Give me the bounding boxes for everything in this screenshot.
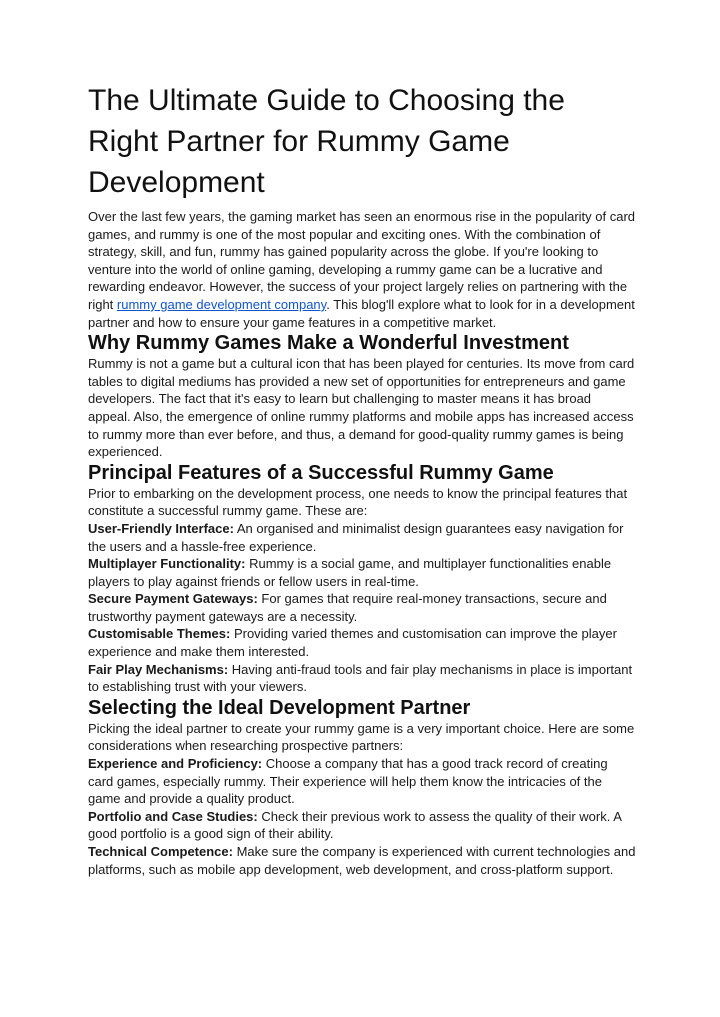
feature-item [88,555,636,590]
consideration-item [88,843,636,878]
rummy-development-company-link[interactable]: rummy game development company [116,296,327,312]
consideration-text: Check their previous work to assess the quality of their work. A good portfolio is a good sign of their ability. [88,808,622,842]
consideration-item [88,808,636,843]
intro-text-after-link: . This blog'll explore what to look for in a development partner and how to ensure your game features in a competitive market. [88,296,635,330]
consideration-item [88,755,636,808]
consideration-text: Make sure the company is experienced with current technologies and platforms, such as mobile app development, web development, and cross-platform support. [88,844,636,877]
consideration-term: Portfolio and Case Studies: [88,808,258,824]
section-heading-features: Principal Features of a Successful Rummy Game [88,461,554,484]
document-title: The Ultimate Guide to Choosing the Right Partner for Rummy Game Development [88,84,565,199]
feature-text: For games that require real-money transactions, secure and trustworthy payment gateways are a necessity. [88,591,607,624]
feature-item [88,520,636,555]
consideration-text: Choose a company that has a good track record of creating card games, especially rummy. Their experience will help them know the intricacies of the game and provide a quality product. [88,756,608,807]
section-heading-investment: Why Rummy Games Make a Wonderful Investment [88,332,569,355]
feature-text: Providing varied themes and customisation can improve the player experience and make them interested. [88,626,617,660]
feature-text: Having anti-fraud tools and fair play mechanisms in place is important to establishing trust with your viewers. [88,661,633,695]
feature-term: Customisable Themes: [88,626,231,642]
section-heading-partner: Selecting the Ideal Development Partner [88,696,471,719]
intro-text-before-link: Over the last few years, the gaming market has seen an enormous rise in the popularity of card games, and rummy is one of the most popular and exciting ones. With the combination of strategy, skill, and fun, rummy has gained popularity across the globe. If you're looking to venture into the world of online gaming, developing a rummy game can be a lucrative and rewarding endeavor. However, the success of your project largely relies on partnering with the right [88,209,635,312]
feature-item [88,590,636,625]
feature-term: User-Friendly Interface: [88,520,234,536]
feature-item [88,661,636,696]
feature-item [88,625,636,660]
feature-text: An organised and minimalist design guarantees easy navigation for the users and a hassle-free experience. [88,520,624,554]
intro-paragraph [88,208,636,331]
section-paragraph-investment: Rummy is not a game but a cultural icon that has been played for centuries. Its move from card tables to digital mediums has provided a new set of opportunities for entrepreneurs and game developers. The fact that it's easy to learn but challenging to master means it has broad appeal. Also, the emergence of online rummy platforms and mobile apps has increased access to rummy more than ever before, and thus, a demand for good-quality rummy games is being experienced. [88,356,635,460]
feature-term: Multiplayer Functionality: [88,556,246,572]
consideration-term: Technical Competence: [88,844,233,859]
feature-text: Rummy is a social game, and multiplayer functionalities enable players to play against friends or fellow users in real-time. [88,556,612,589]
feature-term: Secure Payment Gateways: [88,591,258,607]
document-page [88,80,636,878]
feature-term: Fair Play Mechanisms: [88,661,229,677]
section-paragraph-partner: Picking the ideal partner to create your rummy game is a very important choice. Here are some considerations when researching prospective partners: [88,720,635,754]
consideration-term: Experience and Proficiency: [88,756,263,772]
section-paragraph-features: Prior to embarking on the development process, one needs to know the principal features that constitute a successful rummy game. These are: [88,485,628,519]
